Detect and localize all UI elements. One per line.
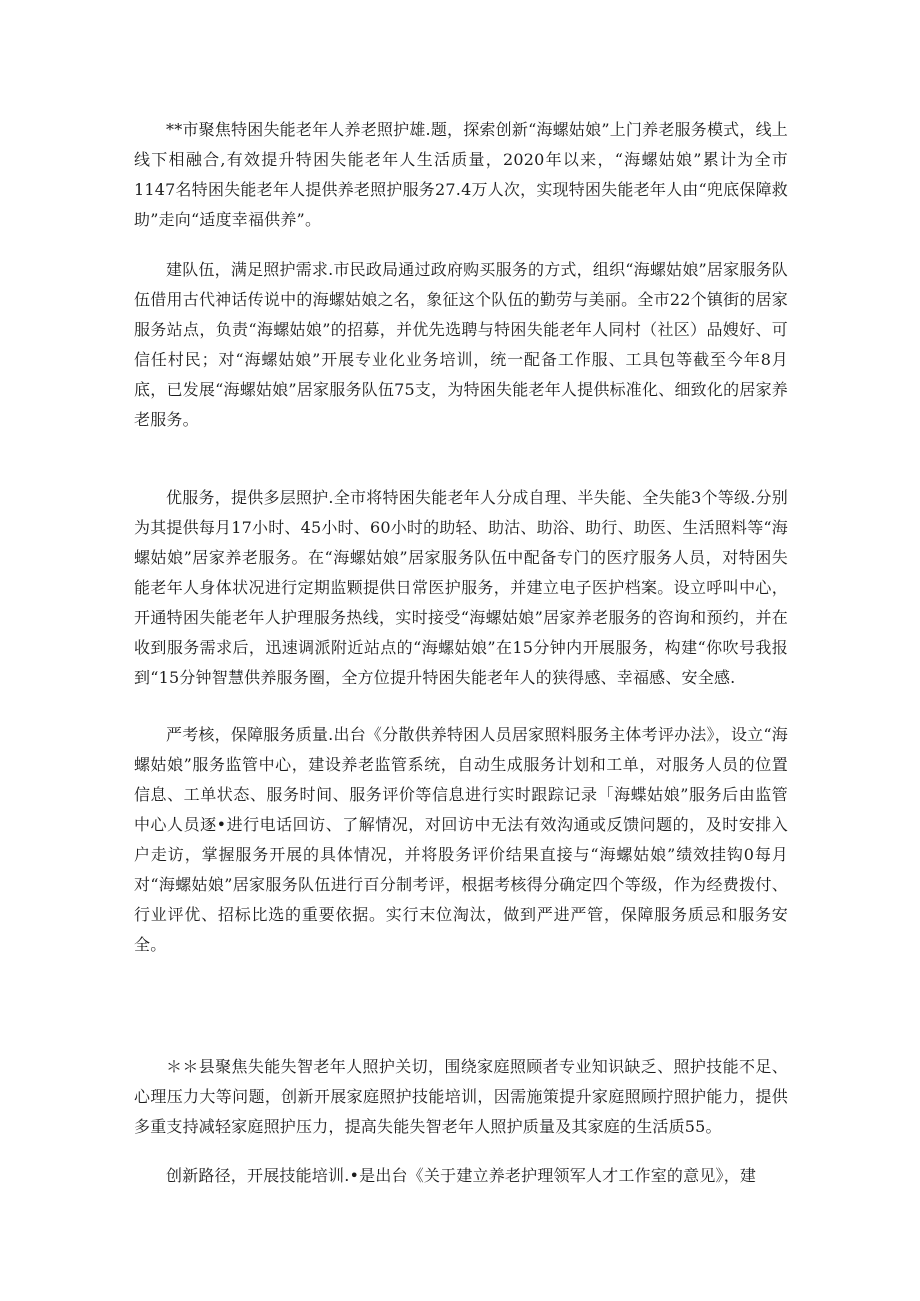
paragraph-strict-assessment: 严考核，保障服务质量.出台《分散供养特困人员居家照料服务主体考评办法》，设立“海螺姑娘”服务监管中心，建设养老监管系统，自动生成服务计划和工单，对服务人员的位置信息、工单状态、服务时间、服务评价等信息进行实时跟踪记录「海蝶姑娘”服务后由监管中心人员逐•进行电话回访、了解情况，对回访中无法有效沟通或反馈问题的，及时安排入户走访，掌握服务开展的具体情况，并将股务评价结果直接与“海螺姑娘”绩效挂钩0每月对“海螺姑娘”居家服务队伍进行百分制考评，根据考核得分确定四个等级，作为经费拨付、行业评优、招标比选的重要依据。实行末位淘汰，做到严进严管，保障服务质忌和服务安全。 (134, 725, 788, 954)
paragraph-skill-training: 创新路径，开展技能培训.•是出台《关于建立养老护理领军人才工作室的意见》，建 (166, 1166, 757, 1185)
paragraph-build-team: 建队伍，满足照护需求.市民政局通过政府购买服务的方式，组织“海螺姑娘”居家服务队伍借用古代神话传说中的海螺姑娘之名，象征这个队伍的勤劳与美丽。全市22个镇街的居家服务站点，负责“海螺姑娘”的招募，并优先选聘与特困失能老年人同村（社区）品嫂好、可信任村民；对“海螺姑娘”开展专业化业务培训，统一配备工作服、工具包等截至今年8月底，已发展“海螺姑娘”居家服务队伍75支，为特困失能老年人提供标准化、细致化的居家养老服务。 (134, 260, 788, 429)
paragraph-seaconch-intro: **市聚焦特困失能老年人养老照护雄.题，探索创新“海螺姑娘”上门养老服务模式，线上线下相融合,有效提升特困失能老年人生活质量，2020年以来，“海螺姑娘”累计为全市1147名特困失能老年人提供养老照护服务27.4万人次，实现特困失能老年人由“兜底保障救助”走向“适度幸福供养”。 (134, 120, 788, 229)
paragraph-county-intro: ＊＊县聚焦失能失智老年人照护关切，围绕家庭照顾者专业知识缺乏、照护技能不足、心理压力大等问题，创新开展家庭照护技能培训，因需施策提升家庭照顾拧照护能力，提供多重支持减轻家庭照护压力，提高失能失智老年人照护质量及其家庭的生活质55。 (134, 1057, 788, 1136)
paragraph-optimize-service: 优服务，提供多层照护.全市将特困失能老年人分成自理、半失能、全失能3个等级.分别为其提供每月17小时、45小时、60小时的助轻、助沽、助浴、助行、助医、生活照料等“海螺姑娘”居家养老服务。在“海螺姑娘”居家服务队伍中配备专门的医疗服务人员，对特困失能老年人身体状况进行定期监颗提供日常医护服务，并建立电子医护档案。设立呼叫中心，开通特困失能老年人护理服务热线，实时接受“海螺姑娘”居家养老服务的咨询和预约，并在收到服务需求后，迅速调派附近站点的“海螺姑娘”在15分钟内开展服务，构建“你吹号我报到“15分钟智慧供养服务圈，全方位提升特困失能老年人的狭得感、幸福感、安全感. (134, 488, 788, 687)
